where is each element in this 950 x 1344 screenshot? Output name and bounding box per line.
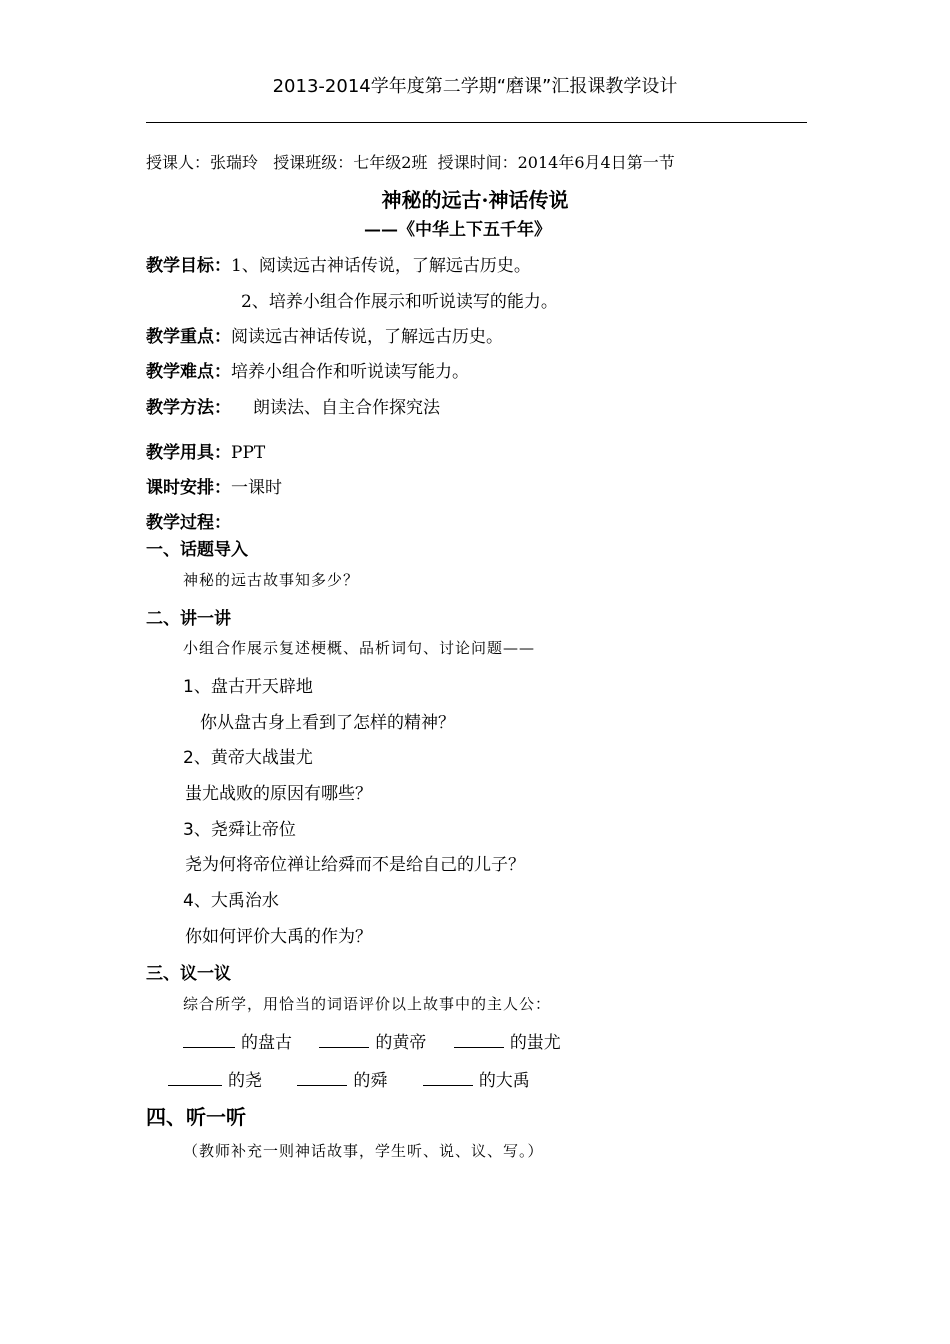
story-1-title: 1、盘古开天辟地: [183, 677, 313, 697]
section3-intro: 综合所学，用恰当的词语评价以上故事中的主人公：: [183, 995, 552, 1013]
section2-intro: 小组合作展示复述梗概、品析词句、讨论问题——: [183, 639, 536, 657]
lesson-title: 神秘的远古·神话传说: [381, 188, 569, 212]
blank-row-2: [168, 1066, 530, 1091]
section1-heading: 一、话题导入: [146, 540, 248, 560]
difficulty-label: 教学难点：: [146, 362, 231, 382]
section4-text: （教师补充一则神话故事，学生听、说、议、写。）: [183, 1142, 544, 1160]
section1-text: 神秘的远古故事知多少？: [183, 571, 360, 589]
schedule-text: 一课时: [231, 478, 282, 498]
story-3-question: 尧为何将帝位禅让给舜而不是给自己的儿子？: [185, 855, 525, 875]
tools-label: 教学用具：: [146, 443, 231, 463]
schedule-row: [146, 473, 282, 498]
difficulty-text: 培养小组合作和听说读写能力。: [231, 362, 469, 382]
method-text: 朗读法、自主合作探究法: [253, 398, 440, 418]
story-4-question: 你如何评价大禹的作为？: [185, 927, 372, 947]
section3-heading: 三、议一议: [146, 964, 231, 984]
key-point-text: 阅读远古神话传说，了解远古历史。: [231, 327, 503, 347]
blank-row-1: [183, 1028, 561, 1053]
blank-label-dayu: 的大禹: [478, 1071, 530, 1091]
key-point-row: [146, 322, 503, 347]
answer-blank[interactable]: [183, 1033, 235, 1048]
blank-label-yao: 的尧: [228, 1071, 262, 1091]
document-header-title: 2013-2014学年度第二学期“磨课”汇报课教学设计: [272, 76, 678, 97]
blank-label-huangdi: 的黄帝: [375, 1033, 427, 1053]
header-divider: [146, 122, 807, 123]
tools-row: [146, 438, 265, 463]
blank-label-chiyou: 的蚩尤: [509, 1033, 561, 1053]
story-4-title: 4、大禹治水: [183, 891, 279, 911]
story-2-question: 蚩尤战败的原因有哪些？: [185, 784, 372, 804]
difficulty-row: [146, 357, 469, 382]
method-row: [146, 393, 440, 418]
objectives-label: 教学目标：: [146, 256, 231, 276]
process-label: 教学过程：: [146, 513, 231, 533]
objectives-row: [146, 251, 531, 276]
lesson-subtitle: ——《中华上下五千年》: [364, 220, 551, 240]
answer-blank[interactable]: [319, 1033, 369, 1048]
objective-2: 2、培养小组合作展示和听说读写的能力。: [241, 292, 558, 312]
section2-heading: 二、讲一讲: [146, 609, 231, 629]
lesson-info-line: 授课人：张瑞玲 授课班级：七年级2班 授课时间：2014年6月4日第一节: [146, 153, 675, 172]
section4-heading: 四、听一听: [146, 1105, 246, 1129]
blank-label-pangu: 的盘古: [241, 1033, 292, 1053]
answer-blank[interactable]: [423, 1071, 473, 1086]
tools-text: PPT: [231, 443, 266, 463]
objective-1: 1、阅读远古神话传说，了解远古历史。: [231, 256, 531, 276]
story-1-question: 你从盘古身上看到了怎样的精神？: [200, 713, 455, 733]
method-label: 教学方法：: [146, 398, 231, 418]
answer-blank[interactable]: [168, 1071, 222, 1086]
answer-blank[interactable]: [297, 1071, 347, 1086]
blank-label-shun: 的舜: [353, 1071, 388, 1091]
schedule-label: 课时安排：: [146, 478, 231, 498]
key-point-label: 教学重点：: [146, 327, 231, 347]
story-2-title: 2、黄帝大战蚩尤: [183, 748, 313, 768]
story-3-title: 3、尧舜让帝位: [183, 820, 296, 840]
answer-blank[interactable]: [454, 1033, 504, 1048]
